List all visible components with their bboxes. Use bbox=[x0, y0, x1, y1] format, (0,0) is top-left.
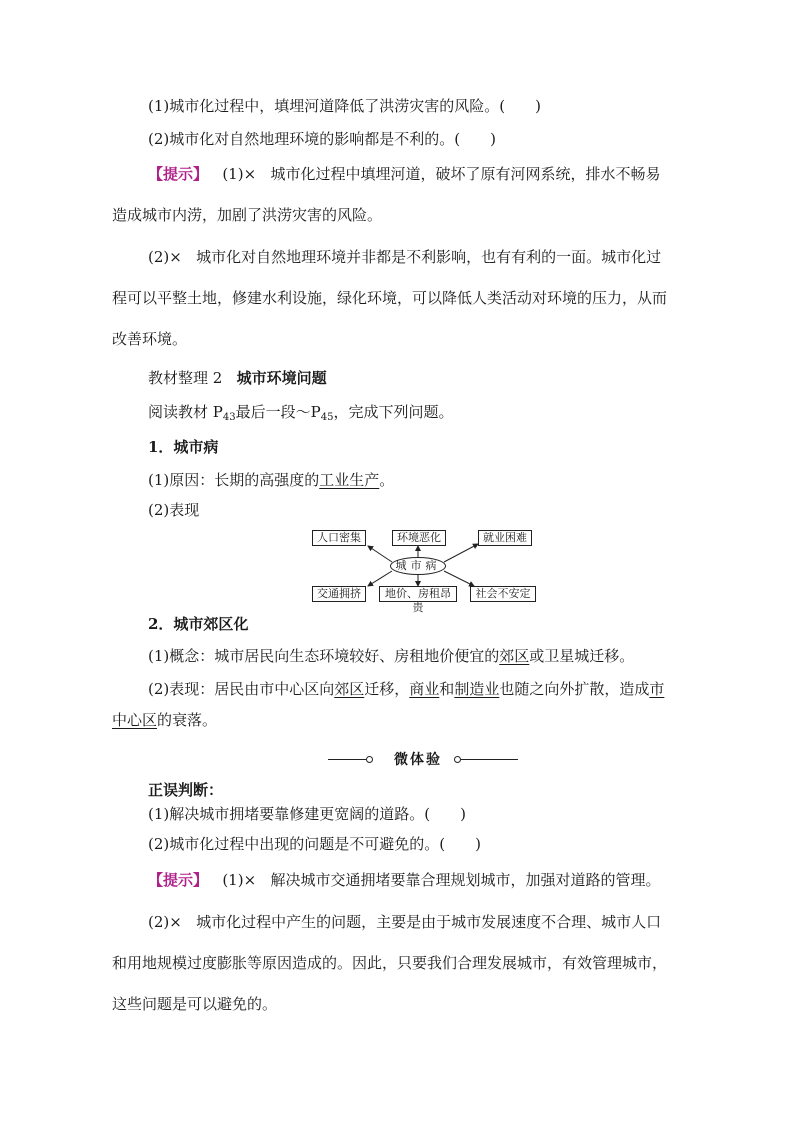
judge-label: 正误判断： bbox=[148, 781, 224, 799]
question-1: (1)城市化过程中，填埋河道降低了洪涝灾害的风险。( ) bbox=[148, 97, 541, 115]
tip-text: 城市化过程中产生的问题，主要是由于城市发展速度不合理、城市人口 bbox=[196, 913, 662, 931]
item-1-title: 1．城市病 bbox=[148, 438, 219, 456]
tip-2-cont-1: 程可以平整土地，修建水利设施，绿化环境，可以降低人类活动对环境的压力，从而 bbox=[112, 289, 668, 307]
show-answer-2: 商业 bbox=[409, 680, 440, 698]
show-text-d: 也随之向外扩散，造成 bbox=[499, 680, 650, 698]
tip-mark: (1)× bbox=[222, 871, 257, 889]
micro-tip-2 bbox=[148, 912, 661, 932]
read-text-b: 最后一段～P bbox=[235, 403, 321, 421]
section-title: 城市环境问题 bbox=[236, 369, 327, 387]
tip-1 bbox=[148, 164, 660, 184]
section-heading bbox=[148, 368, 327, 388]
show-text-a: (2)表现：居民由市中心区向 bbox=[148, 680, 335, 698]
tip-mark: (2)× bbox=[148, 913, 182, 931]
arrow-to-population bbox=[368, 546, 392, 562]
node-employment: 就业困难 bbox=[478, 530, 532, 546]
micro-tip-2-cont-2: 这些问题是可以避免的。 bbox=[112, 995, 278, 1013]
show-answer-1: 郊区 bbox=[334, 680, 365, 698]
tip-2 bbox=[148, 247, 661, 267]
tip-2-cont-2: 改善环境。 bbox=[112, 330, 188, 348]
cause-answer: 工业生产 bbox=[319, 471, 380, 489]
show-line bbox=[148, 679, 664, 699]
show-line-cont bbox=[112, 710, 217, 730]
tip-label: 【提示】 bbox=[148, 165, 209, 183]
concept-line bbox=[148, 646, 634, 666]
show-answer-3: 制造业 bbox=[454, 680, 500, 698]
section-number: 教材整理 2 bbox=[148, 369, 223, 387]
item-2-title: 2．城市郊区化 bbox=[148, 615, 249, 633]
divider-dot-right bbox=[454, 756, 461, 763]
arrow-to-traffic bbox=[368, 571, 392, 586]
node-environment: 环境恶化 bbox=[392, 530, 446, 546]
cause-text: (1)原因：长期的高强度的 bbox=[148, 471, 320, 489]
tip-1-cont: 造成城市内涝，加剧了洪涝灾害的风险。 bbox=[112, 206, 383, 224]
divider-dot-left bbox=[366, 756, 373, 763]
divider-rule-right bbox=[461, 759, 518, 760]
urban-disease-diagram bbox=[310, 528, 538, 614]
cause-line bbox=[148, 470, 394, 490]
concept-answer: 郊区 bbox=[499, 647, 530, 665]
concept-text: (1)概念：城市居民向生态环境较好、房租地价便宜的 bbox=[148, 647, 500, 665]
arrow-to-society bbox=[444, 571, 474, 586]
show-answer-5: 中心区 bbox=[112, 711, 158, 729]
micro-tip-1 bbox=[148, 870, 660, 890]
reading-instruction bbox=[148, 402, 453, 428]
tip-mark: (2)× bbox=[148, 248, 182, 266]
page-sub-2: 45 bbox=[320, 412, 334, 423]
arrow-to-employment bbox=[444, 544, 478, 562]
tip-label: 【提示】 bbox=[148, 871, 209, 889]
divider-rule-left bbox=[328, 759, 366, 760]
show-text-e: 的衰落。 bbox=[157, 711, 218, 729]
micro-question-2: (2)城市化过程中出现的问题是不可避免的。( ) bbox=[148, 835, 481, 853]
read-text-a: 阅读教材 P bbox=[148, 403, 223, 421]
tip-text: 城市化对自然地理环境并非都是不利影响，也有有利的一面。城市化过 bbox=[196, 248, 662, 266]
tip-text: 城市化过程中填埋河道，破坏了原有河网系统，排水不畅易 bbox=[270, 165, 661, 183]
micro-title: 微体验 bbox=[394, 752, 442, 768]
node-center: 城市病 bbox=[390, 557, 446, 575]
concept-end: 或卫星城迁移。 bbox=[529, 647, 635, 665]
node-society: 社会不安定 bbox=[470, 586, 536, 602]
page-sub-1: 43 bbox=[222, 412, 236, 423]
micro-divider bbox=[328, 750, 518, 770]
show-text-b: 迁移， bbox=[364, 680, 410, 698]
show-answer-4: 市 bbox=[649, 680, 665, 698]
read-text-c: ，完成下列问题。 bbox=[333, 403, 454, 421]
micro-tip-2-cont-1: 和用地规模过度膨胀等原因造成的。因此，只要我们合理发展城市，有效管理城市， bbox=[112, 954, 668, 972]
node-population: 人口密集 bbox=[312, 530, 366, 546]
micro-question-1: (1)解决城市拥堵要靠修建更宽阔的道路。( ) bbox=[148, 805, 466, 823]
node-traffic: 交通拥挤 bbox=[312, 586, 366, 602]
show-text-c: 和 bbox=[439, 680, 455, 698]
question-2: (2)城市化对自然地理环境的影响都是不利的。( ) bbox=[148, 130, 496, 148]
tip-mark: (1)× bbox=[222, 165, 257, 183]
performance-label: (2)表现 bbox=[148, 501, 200, 519]
node-price: 地价、房租昂贵 bbox=[379, 586, 457, 602]
tip-text: 解决城市交通拥堵要靠合理规划城市，加强对道路的管理。 bbox=[270, 871, 661, 889]
cause-end: 。 bbox=[379, 471, 395, 489]
